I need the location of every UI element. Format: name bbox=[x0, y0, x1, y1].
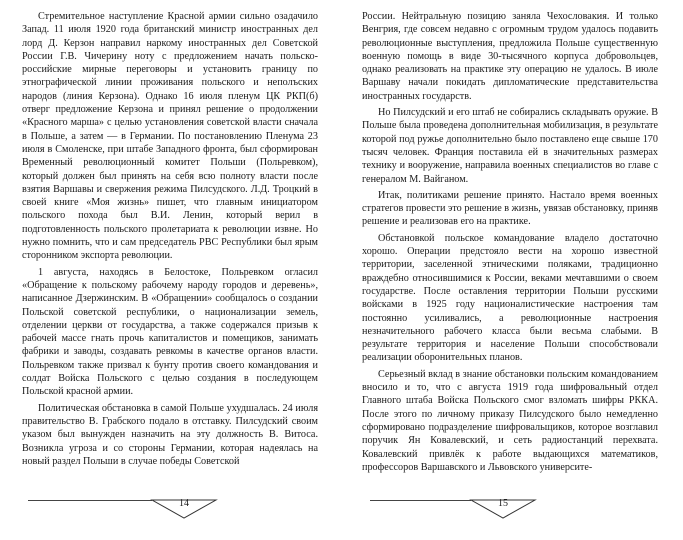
left-paragraph-1: Стремительное наступление Красной армии сильно озадачило Запад. 11 июля 1920 года британский министр иностранных дел лорд Д. Керзон направил наркому иностранных дел Советской России Г.В. Чичерину ноту с предложением начать польско-российские мирные переговоры и установить границу по этнографической линии проживания польского и неполъских народов (линия Керзона). Однако 16 июля пленум ЦК РКП(б) отверг предложение Керзона и принял решение о продолжении «Красного марша» с целью установления советской власти сначала в Польше, а затем — в Германии. По постановлению Пленума 23 июля в Смоленске, при штабе Западного фронта, был сформирован Временный революционный комитет Польши (Польревком), который должен был принять на себя всю полноту власти после взятия Варшавы и свержения режима Пилсудского. Л.Д. Троцкий в своей книге «Моя жизнь» пишет, что главным инициатором польского похода был В.И. Ленин, который верил в подготовленность польского пролетариата к революции извне. Но нужно помнить, что и сам председатель РВС Республики был ярым сторонником экспорта революции. bbox=[22, 11, 318, 262]
right-paragraph-1: Но Пилсудский и его штаб не собирались складывать оружие. В Польше была проведена дополнительная мобилизация, в результате которой под ружье дополнительно было поставлено еще свыше 170 тысяч человек. Франция поставила ей в значительных размерах технику и вооружение, направила военных специалистов во главе с генералом М. Вайганом. bbox=[362, 107, 658, 185]
left-page-number-marker bbox=[150, 495, 218, 519]
right-paragraph-3: Обстановкой польское командование владело достаточно хорошо. Операции предстояло вести на хорошо известной территории, заселенной этническими поляками, традиционно враждебно относившимися к России, веками мечтавшими о своем государстве. После оставления территории Польши русскими войсками в 1925 году националистические настроения там постоянно усиливались, а революционные настроения незначительного рабочего класса были весьма слабыми. В результате территория и население Польши способствовали реализации оборонительных планов. bbox=[362, 232, 658, 364]
left-page bbox=[22, 10, 318, 488]
right-folio-rule bbox=[370, 500, 471, 501]
left-paragraph-3: Политическая обстановка в самой Польше ухудшалась. 24 июля правительство В. Грабского подало в отставку. Пилсудский своим указом был вынужден назначить на эту должность В. Витоса. Возникла угроза и со стороны Германии, которая надеялась на новый раздел Польши в случае победы Советской bbox=[22, 402, 318, 467]
right-paragraph-continued: России. Нейтральную позицию заняла Чехословакия. И только Венгрия, где совсем недавно с огромным трудом удалось подавить революционные выступления, предложила Польше существенную военную помощь в виде 30-тысячного корпуса добровольцев, однако реализовать на практике эту операцию не удалось. В июле Варшаву начали покидать дипломатические представительства иностранных государств. bbox=[362, 11, 658, 102]
right-page bbox=[362, 10, 658, 488]
right-paragraph-2: Итак, политиками решение принято. Настало время военных стратегов провести это решение в жизнь, увязав обстановку, приняв решение и реализовав его на практике. bbox=[362, 189, 658, 228]
right-page-number-marker bbox=[469, 495, 537, 519]
left-page-number: 14 bbox=[179, 498, 189, 509]
right-paragraph-4: Серьезный вклад в знание обстановки польским командованием вносило и то, что с августа 1919 года шифровальный отдел Главного штаба Войска Польского смог взломать шифры РККА. После этого по личному приказу Пилсудского было немедленно сформировано подразделение шифровальщиков, которое возглавил поручик Ян Ковалевский, и сеть радиостанций перехвата. Ковалевский привлёк к работе выдающихся математиков, профессоров Варшавского и Львовского университе- bbox=[362, 368, 658, 473]
left-paragraph-2: 1 августа, находясь в Белостоке, Польревком огласил «Обращение к польскому рабочему народу городов и деревень», написанное Дзержинским. В «Обращении» сообщалось о создании Польской советской республики, о национализации земель, отделении церкви от государства, а также содержался призыв к рабочей массе гнать прочь капиталистов и помещиков, занимать фабрики и заводы, создавать ревкомы в качестве органов власти. Польревком также призвал к бунту против своего командования и солдат Войска Польского с целью создания в последующем Польской красной армии. bbox=[22, 266, 318, 398]
left-folio-rule bbox=[28, 500, 152, 501]
right-page-number: 15 bbox=[498, 498, 508, 509]
